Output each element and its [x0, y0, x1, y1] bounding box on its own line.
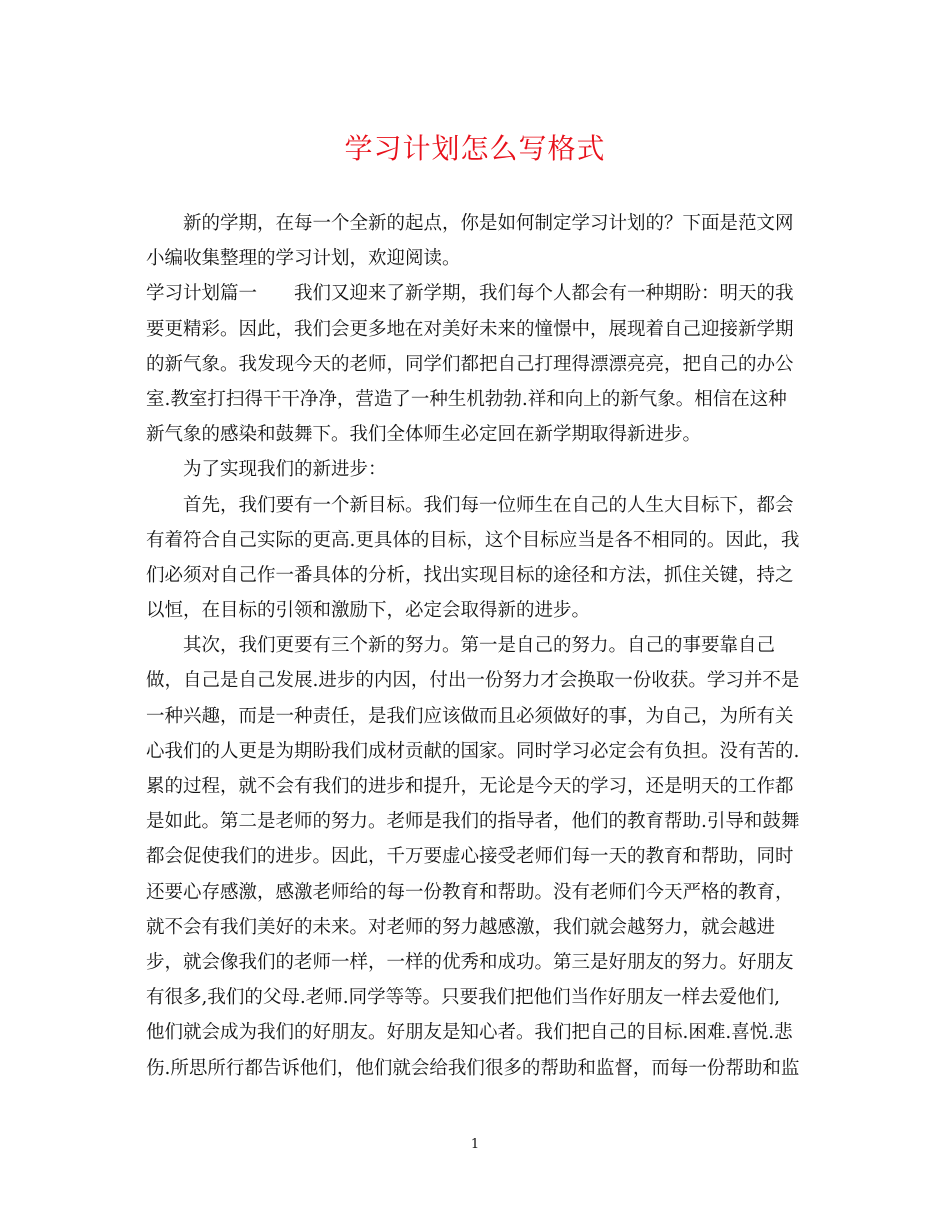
body-line: 一种兴趣，而是一种责任，是我们应该做而且必须做好的事，为自己，为所有关 — [146, 705, 794, 727]
body-line: 有着符合自己实际的更高.更具体的目标，这个目标应当是各不相同的。因此，我 — [146, 529, 800, 551]
document-body — [146, 206, 806, 1086]
body-line: 首先，我们要有一个新目标。我们每一位师生在自己的人生大目标下，都会 — [183, 494, 794, 516]
body-line: 做，自己是自己发展.进步的内因，付出一份努力才会换取一份收获。学习并不是 — [146, 670, 800, 692]
body-line: 他们就会成为我们的好朋友。好朋友是知心者。我们把自己的目标.困难.喜悦.悲 — [146, 1022, 793, 1044]
body-line: 其次，我们更要有三个新的努力。第一是自己的努力。自己的事要靠自己 — [183, 635, 776, 657]
body-line: 以恒，在目标的引领和激励下，必定会取得新的进步。 — [146, 600, 591, 622]
body-line: 室.教室打扫得干干净净，营造了一种生机勃勃.祥和向上的新气象。相信在这种 — [146, 388, 787, 410]
body-line: 有很多,我们的父母.老师.同学等等。只要我们把他们当作好朋友一样去爱他们, — [146, 987, 781, 1009]
document-title: 学习计划怎么写格式 — [344, 132, 606, 165]
body-line: 的新气象。我发现今天的老师，同学们都把自己打理得漂漂亮亮，把自己的办公 — [146, 353, 794, 375]
body-line: 新气象的感染和鼓舞下。我们全体师生必定回在新学期取得新进步。 — [146, 424, 702, 446]
body-line: 要更精彩。因此，我们会更多地在对美好未来的憧憬中，展现着自己迎接新学期 — [146, 318, 794, 340]
body-line: 心我们的人更是为期盼我们成材贡献的国家。同时学习必定会有负担。没有苦的. — [146, 740, 800, 762]
body-line: 还要心存感激，感激老师给的每一份教育和帮助。没有老师们今天严格的教育， — [146, 881, 794, 903]
body-line: 小编收集整理的学习计划，欢迎阅读。 — [146, 248, 461, 270]
body-line: 学习计划篇一 我们又迎来了新学期，我们每个人都会有一种期盼：明天的我 — [146, 283, 794, 305]
body-line: 步，就会像我们的老师一样，一样的优秀和成功。第三是好朋友的努力。好朋友 — [146, 951, 794, 973]
body-line: 累的过程，就不会有我们的进步和提升，无论是今天的学习，还是明天的工作都 — [146, 776, 794, 797]
body-line: 都会促使我们的进步。因此，千万要虚心接受老师们每一天的教育和帮助，同时 — [146, 846, 794, 868]
body-line: 为了实现我们的新进步： — [183, 459, 387, 481]
body-line: 伤.所思所行都告诉他们，他们就会给我们很多的帮助和监督，而每一份帮助和监 — [146, 1057, 800, 1079]
body-line: 们必须对自己作一番具体的分析，找出实现目标的途径和方法，抓住关键，持之 — [146, 564, 794, 586]
page-number: 1 — [470, 1137, 480, 1152]
body-line: 就不会有我们美好的未来。对老师的努力越感激，我们就会越努力，就会越进 — [146, 916, 776, 938]
body-line: 新的学期，在每一个全新的起点，你是如何制定学习计划的？下面是范文网 — [183, 213, 794, 234]
body-line: 是如此。第二是老师的努力。老师是我们的指导者，他们的教育帮助.引导和鼓舞 — [146, 811, 800, 833]
